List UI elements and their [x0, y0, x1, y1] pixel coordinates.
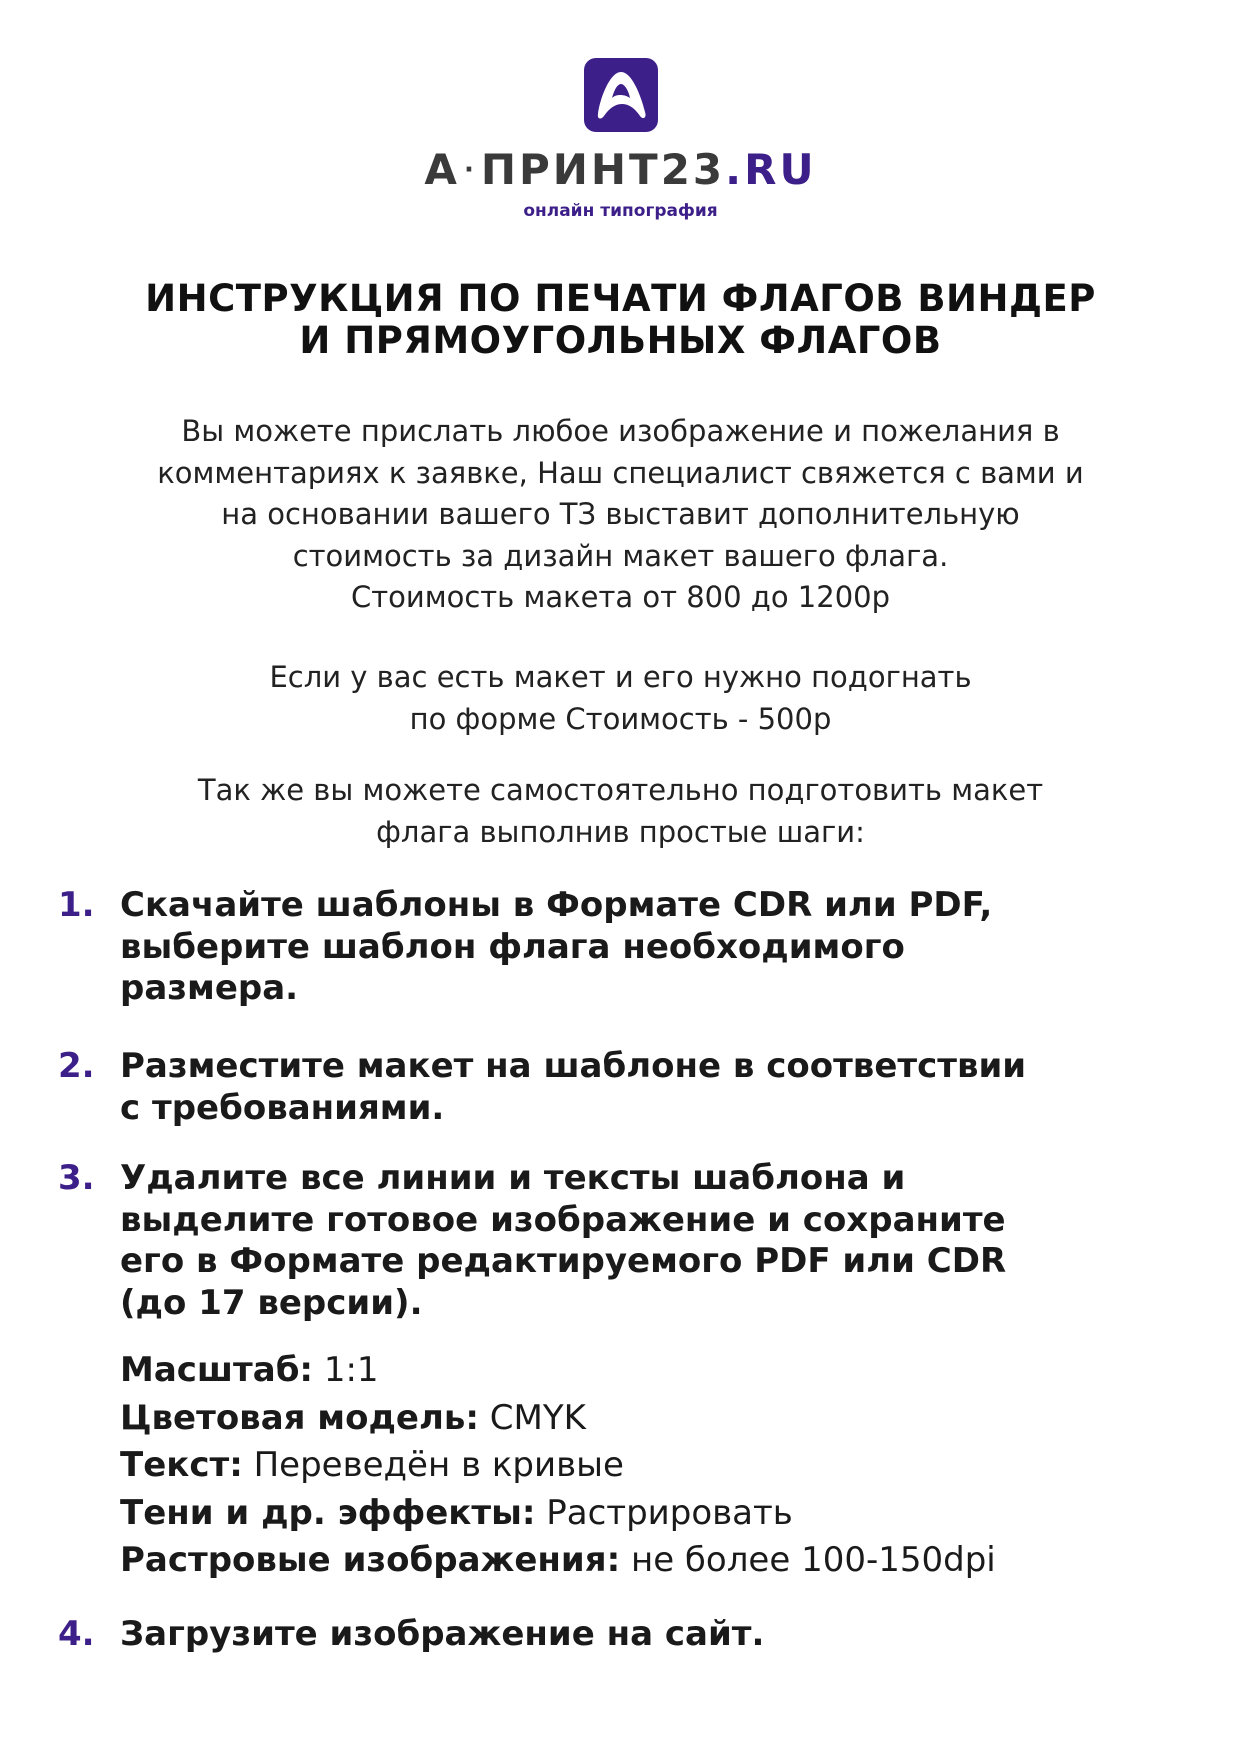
spec-row	[120, 1537, 1210, 1585]
step-number: 2.	[58, 1046, 95, 1086]
step-text	[120, 1046, 1198, 1129]
step-line: выберите шаблон флага необходимого	[120, 926, 905, 967]
brand-dot: ·	[463, 155, 477, 185]
text-line: стоимость за дизайн макет вашего флага.	[292, 538, 949, 573]
spec-row	[120, 1395, 1210, 1443]
spec-value: не более 100-150dpi	[620, 1540, 996, 1580]
step-text	[120, 885, 1198, 1010]
spec-row	[120, 1490, 1210, 1538]
intro-paragraph-design	[40, 411, 1201, 619]
text-line: Стоимость макета от 800 до 1200р	[350, 580, 891, 614]
title-line: ИНСТРУКЦИЯ ПО ПЕЧАТИ ФЛАГОВ ВИНДЕР	[145, 277, 1096, 320]
a-letter-logo-icon	[584, 58, 658, 132]
text-line: Вы можете прислать любое изображение и пожелания в	[181, 414, 1060, 448]
file-requirements	[120, 1347, 1210, 1585]
step-text	[120, 1158, 1198, 1324]
spec-value: Растрировать	[535, 1492, 793, 1533]
logo-block	[0, 58, 1241, 222]
title-line: И ПРЯМОУГОЛЬНЫХ ФЛАГОВ	[299, 319, 942, 362]
brand-domain: .RU	[725, 145, 817, 194]
brand-tagline: онлайн типография	[523, 201, 718, 221]
spec-row	[120, 1347, 1210, 1395]
step-line: (до 17 версии).	[120, 1282, 423, 1323]
brand-main: ПРИНТ23	[480, 145, 726, 194]
spec-value: Переведён в кривые	[242, 1445, 624, 1485]
step-text	[120, 1614, 1198, 1656]
spec-value: 1:1	[313, 1350, 379, 1390]
text-line: на основании вашего ТЗ выставит дополнительную	[221, 497, 1020, 531]
spec-key: Цветовая модель:	[120, 1397, 479, 1438]
step-line: Загрузите изображение на сайт.	[120, 1614, 765, 1654]
brand-name	[0, 146, 1241, 194]
spec-key: Текст:	[120, 1445, 243, 1485]
spec-key: Тени и др. эффекты:	[120, 1492, 536, 1533]
step-line: с требованиями.	[120, 1087, 445, 1128]
text-line: комментариях к заявке, Наш специалист свяжется с вами и	[157, 455, 1084, 490]
step-line: размера.	[120, 968, 299, 1008]
step-line: выделите готовое изображение и сохраните	[120, 1199, 1006, 1240]
step-number: 4.	[58, 1614, 95, 1654]
spec-row	[120, 1442, 1210, 1490]
page-title	[40, 278, 1201, 362]
step-number: 3.	[58, 1158, 95, 1198]
text-line: Так же вы можете самостоятельно подготовить макет	[197, 773, 1044, 807]
intro-paragraph-self-prep	[40, 770, 1201, 853]
step-line: его в Формате редактируемого PDF или CDR	[120, 1241, 1007, 1281]
spec-value: CMYK	[478, 1397, 586, 1438]
step-number: 1.	[58, 885, 95, 925]
step-line: Разместите макет на шаблоне в соответствии	[120, 1046, 1027, 1086]
step-line: Скачайте шаблоны в Формате CDR или PDF,	[120, 885, 993, 925]
text-line: флага выполнив простые шаги:	[376, 814, 865, 849]
spec-key: Масштаб:	[120, 1350, 314, 1390]
text-line: Если у вас есть макет и его нужно подогнать	[269, 660, 972, 694]
intro-paragraph-fitting	[40, 657, 1201, 740]
text-line: по форме Стоимость - 500р	[409, 701, 832, 736]
spec-key: Растровые изображения:	[120, 1540, 621, 1580]
step-line: Удалите все линии и тексты шаблона и	[120, 1158, 906, 1198]
brand-letter: А	[424, 145, 460, 194]
